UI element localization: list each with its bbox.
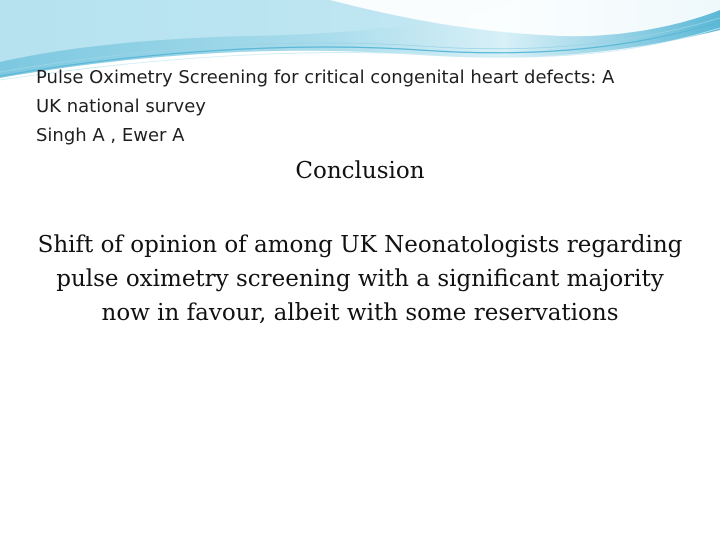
authors-line: Singh A , Ewer A [36,125,185,146]
body-line-1: Shift of opinion of among UK Neonatologists regarding [37,232,683,258]
body-line-2: pulse oximetry screening with a significant majority [56,266,664,292]
title-line-1: Pulse Oximetry Screening for critical congenital heart defects: A [36,67,615,88]
conclusion-heading: Conclusion [295,158,425,184]
title-line-2: UK national survey [36,96,206,117]
conclusion-body [0,228,720,330]
slide-title [36,63,686,150]
body-line-3: now in favour, albeit with some reservations [101,300,619,326]
